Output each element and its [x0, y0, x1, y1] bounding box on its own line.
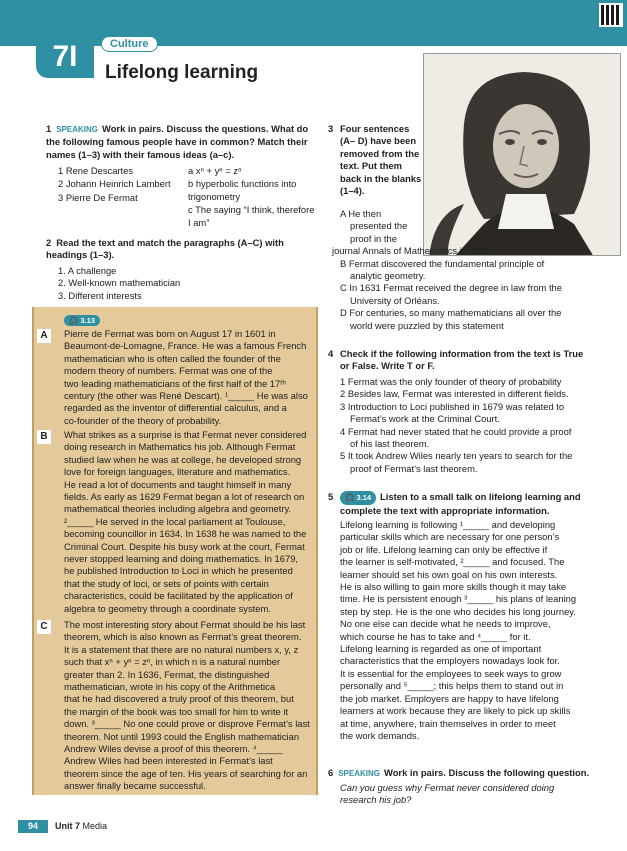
text-line: learners at work because they are likely to pick up skills [340, 705, 571, 717]
list-item: Fermat’s work at the Criminal Court. [350, 413, 500, 425]
audio-track-badge[interactable] [340, 491, 376, 505]
option-line: University of Orléans. [350, 294, 440, 306]
text-line: two leading mathematicians of the first half of the 17ᵗʰ [64, 377, 286, 389]
text-line: never stopped learning and doing mathematics. In 1679, [64, 553, 299, 565]
instruction-text: Work in pairs. Discuss the questions. What do the following famous people have in common? Match their names (1–3) with their famous ideas (a–c). [46, 123, 309, 160]
text-line: characteristics that the employers nowadays look for. [340, 655, 560, 667]
exercise-4-instruction [328, 348, 618, 373]
text-line: answer finally became successful. [64, 780, 206, 792]
unit-label: Unit 7 [55, 821, 81, 831]
text-line: or False. Write T or F. [340, 360, 435, 372]
text-line: It is a statement that there are no natural numbers x, y, z [64, 643, 299, 655]
text-line: such that xⁿ + yⁿ = zⁿ, in which n is a natural number [64, 656, 281, 668]
paragraph-letter: B [37, 430, 51, 444]
text-line: Lifelong learning is following ¹_____ and developing [340, 519, 556, 530]
text-line: the learner is self-motivated, ²_____ and focused. The [340, 556, 565, 568]
list-item: of his last theorem. [350, 438, 430, 450]
text-line: theorem. Not until 1993 could the English mathematician [64, 730, 300, 742]
option-line: proof in the [350, 232, 397, 244]
text-line: What strikes as a surprise is that Fermat never considered [64, 429, 307, 440]
text-line: Beaumont-de-Lomagne, France. He was a famous French [64, 340, 307, 352]
text-line: characteristics, could be facilitated by the application of [64, 590, 293, 602]
list-item: 5 It took Andrew Wiles nearly ten years to search for the [340, 450, 573, 462]
text-line: that the study of loci, or sets of points with certain [64, 577, 269, 589]
exercise-5-instruction [328, 491, 618, 518]
text-line: complete the text with appropriate information. [340, 505, 550, 517]
audio-track-number: 3.13 [80, 316, 96, 325]
audio-track-badge[interactable] [64, 310, 104, 328]
paragraph-a [40, 328, 320, 427]
audio-track-number: 3.14 [356, 493, 372, 502]
text-line: back in the blanks [340, 172, 422, 184]
text-line: the margin of the book was too small for him to write it [64, 705, 289, 717]
text-line: mathematician, wrote in his copy of the Arithmetica [64, 681, 276, 693]
exercise-3-instruction [328, 123, 428, 197]
text-line: doing research in Mathematics his job. Although Fermat [64, 441, 296, 453]
list-item: a xⁿ + yⁿ = zⁿ [188, 165, 242, 176]
text-line: personally and ⁵_____; this helps them to stand out in [340, 680, 564, 692]
page-title: Lifelong learning [105, 62, 259, 83]
text-line: Criminal Court. Despite his busy work at the court, Fermat [64, 540, 305, 552]
option-line: C In 1631 Fermat received the degree in law from the [340, 282, 562, 294]
page-number: 94 [18, 820, 48, 833]
text-line: The most interesting story about Fermat should be his last [64, 619, 306, 630]
text-line: time. He is persistent enough ³_____ his plans of leaning [340, 593, 577, 605]
exercise-4-items [340, 376, 620, 475]
text-line: the work demands. [340, 729, 420, 741]
exercise-5-text [340, 519, 622, 742]
text-line: No one else can decide what he needs to improve, [340, 618, 551, 630]
list-item: 2. Well-known mathematician [58, 277, 181, 289]
exercise-number: 4 [328, 348, 334, 359]
option-line: journal Annals of Mathematics in 1995. [332, 245, 494, 257]
reading-text-panel [32, 307, 318, 795]
option-line: presented the [350, 220, 408, 232]
list-item: proof of Fermat’s last theorem. [350, 462, 478, 474]
paragraph-b [40, 429, 320, 615]
text-line: regarded as the inventor of differential calculus, and a [64, 402, 287, 414]
text-line: step by step. He is the one who decides his long journey. [340, 605, 576, 617]
text-line: Andrew Wiles devise a proof of this theorem. ⁴_____ [64, 743, 283, 755]
headphones-icon: 🎧 [345, 493, 357, 502]
option-line: A He then [340, 208, 382, 219]
list-item: 1. A challenge [58, 265, 117, 276]
headphones-icon: 🎧 [69, 316, 81, 325]
text-line: fields. As early as 1629 Fermat began a lot of research on [64, 491, 305, 503]
text-line: mathematician who is often called the founder of the [64, 352, 281, 364]
text-line: down. ³_____ No one could prove or disprove Fermat’s last [64, 718, 310, 730]
list-item: c The saying “I think, therefore I am” [188, 204, 315, 228]
section-label: Media [82, 821, 108, 831]
text-line: theorem since the age of ten. His years of searching for an [64, 767, 308, 779]
unit-badge: 7I [36, 36, 94, 78]
exercise-6-instruction [328, 767, 622, 780]
text-line: theorem, which is also known as Fermat’s great theorem. [64, 631, 302, 643]
text-line: the job market. Employers are happy to have lifelong [340, 692, 559, 704]
exercise-6-question [340, 782, 622, 807]
ideas-list [188, 165, 318, 229]
text-line: Four sentences [340, 123, 410, 134]
paragraph-letter: C [37, 620, 51, 634]
option-line: B Fermat discovered the fundamental principle of [340, 257, 545, 269]
text-line: greater than 2. In 1636, Fermat, the distinguished [64, 668, 270, 680]
list-item: 1 Fermat was the only founder of theory of probability [340, 376, 562, 387]
list-item: 4 Fermat had never stated that he could provide a proof [340, 425, 572, 437]
text-line: job or life. Lifelong learning can only be effective if [340, 543, 548, 555]
paragraph-letter: A [37, 329, 51, 343]
text-line: that he had discovered a truly proof of this theorem, but [64, 693, 294, 705]
speaking-tag: SPEAKING [338, 769, 381, 778]
list-item: 3 Introduction to Loci published in 1679 was related to [340, 400, 565, 412]
text-line: It is essential for the employees to seek ways to grow [340, 667, 562, 679]
text-line: research his job? [340, 794, 412, 806]
text-line: love for foreign languages, literature and mathematics. [64, 466, 291, 478]
paragraph-c [40, 619, 320, 793]
text-line: which course he has to take and ⁴_____ for it. [340, 630, 531, 642]
qr-code-icon [599, 3, 623, 27]
list-item: 1 Rene Descartes [58, 165, 134, 176]
exercise-number: 1 [46, 123, 52, 134]
top-banner [0, 0, 627, 46]
exercise-3-options [332, 208, 620, 332]
exercise-2-instruction [46, 237, 316, 262]
text-line: (1–4). [340, 185, 365, 197]
text-line: text. Put them [340, 160, 402, 172]
text-line: Listen to a small talk on lifelong learning and [380, 491, 581, 502]
speaking-tag: SPEAKING [56, 125, 99, 134]
text-line: learner should set his own goal on his own interests. [340, 568, 558, 580]
text-line: algebra to geometry through a coordinate system. [64, 602, 271, 614]
list-item: 3. Different interests [58, 289, 142, 301]
list-item: 3 Pierre De Fermat [58, 191, 138, 203]
text-line: co-founder of the theory of probability. [64, 414, 222, 426]
exercise-number: 2 [46, 237, 52, 248]
text-line: century (the other was René Descart). ¹_____ He was also [64, 390, 308, 402]
exercise-number: 3 [328, 123, 334, 134]
text-line: mathematical theories including algebra and geometry. [64, 503, 292, 515]
text-line: studied law when he was at college, he developed strong [64, 453, 302, 465]
text-line: Lifelong learning is regarded as one of important [340, 643, 542, 655]
text-line: ²_____ He served in the local parliament at Toulouse, [64, 515, 286, 527]
exercise-number: 5 [328, 491, 334, 502]
text-line: modern theory of numbers. Fermat was one of the [64, 365, 273, 377]
text-line: particular skills which are necessary for one person’s [340, 531, 560, 543]
option-line: world were puzzled by this statement [350, 319, 504, 331]
text-line: Pierre de Fermat was born on August 17 in 1601 in [64, 328, 276, 339]
option-line: analytic geometry. [350, 270, 426, 282]
list-item: 2 Besides law, Fermat was interested in different fields. [340, 388, 569, 400]
exercise-1-instruction [46, 123, 318, 161]
headings-list [58, 265, 308, 302]
text-line: Check if the following information from the text is True [340, 348, 584, 359]
people-list [58, 165, 183, 204]
text-line: (A– D) have been [340, 135, 417, 147]
text-line: at time, anywhere, train themselves in order to meet [340, 717, 556, 729]
text-line: he published Introduction to Loci in which he presented [64, 565, 293, 577]
text-line: becoming councillor in 1634. In 1638 he was named to the [64, 528, 307, 540]
instruction-text: Work in pairs. Discuss the following question. [384, 767, 590, 778]
option-line: D For centuries, so many mathematicians all over the [340, 307, 562, 319]
list-item: 2 Johann Heinrich Lambert [58, 178, 171, 190]
text-line: He is also willing to gain more skills though it may take [340, 581, 567, 593]
instruction-text: Read the text and match the paragraphs (A–C) with headings (1–3). [46, 237, 284, 261]
text-line: Andrew Wiles had been interested in Fermat’s last [64, 755, 273, 767]
text-line: He read a lot of documents and taught himself in many [64, 478, 292, 490]
exercise-number: 6 [328, 767, 334, 778]
section-kicker: Culture [101, 36, 158, 52]
list-item: b hyperbolic functions into trigonometry [188, 178, 297, 202]
footer-unit [55, 821, 107, 831]
text-line: Can you guess why Fermat never considered doing [340, 782, 555, 793]
text-line: removed from the [340, 147, 420, 159]
